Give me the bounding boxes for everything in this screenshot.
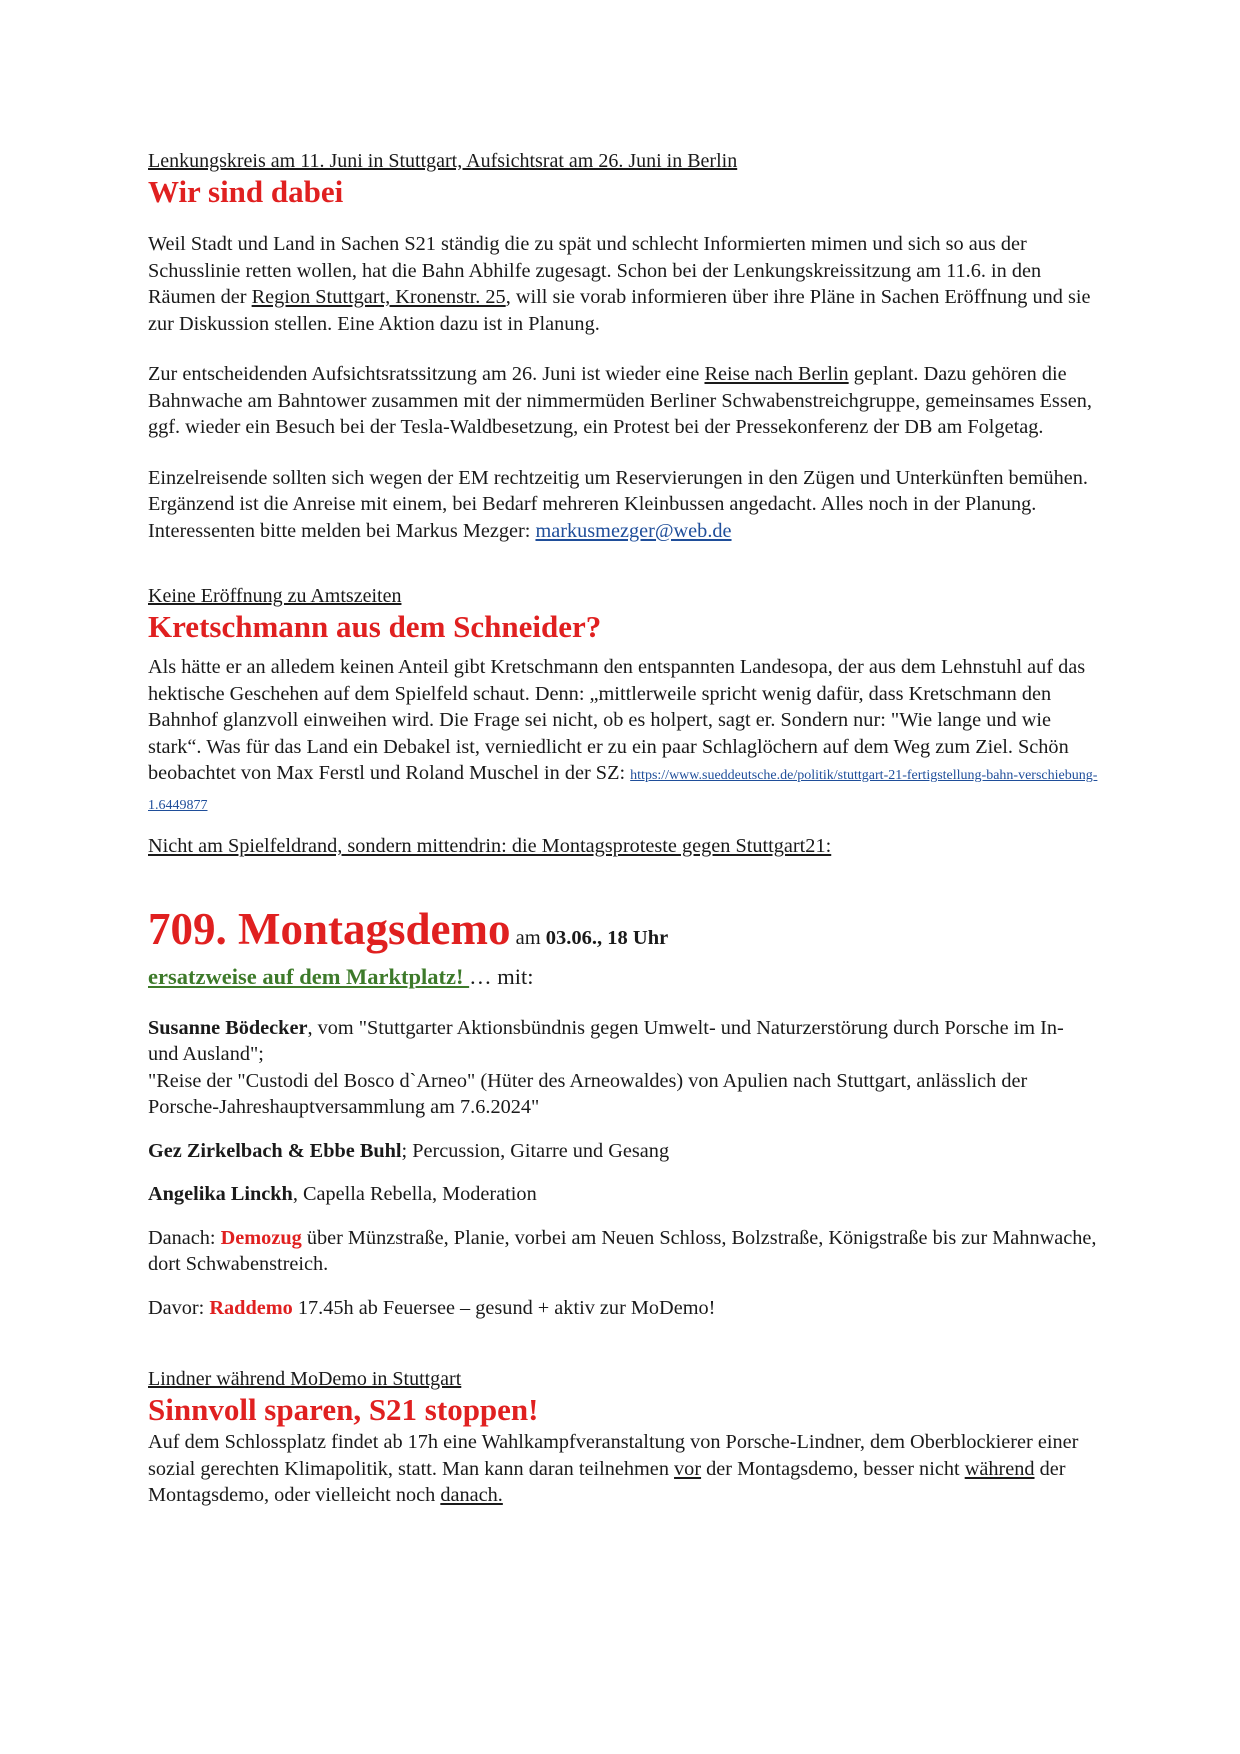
paragraph <box>148 518 1098 545</box>
text: Interessenten bitte melden bei Markus Mezger: <box>148 519 536 542</box>
document-page <box>148 149 1098 1509</box>
section-wir-sind-dabei <box>148 149 1098 544</box>
text: am <box>510 926 546 949</box>
region-link[interactable]: Region Stuttgart, Kronenstr. 25 <box>251 286 506 308</box>
raddemo-label: Raddemo <box>209 1296 293 1319</box>
section-headline: Kretschmann aus dem Schneider? <box>148 609 602 644</box>
paragraph <box>148 1429 1098 1509</box>
email-link[interactable]: markusmezger@web.de <box>535 519 732 542</box>
sz-article-link[interactable]: https://www.sueddeutsche.de/politik/stuttgart-21-fertigstellung-bahn-verschiebung-1.6449877 <box>148 768 1098 813</box>
text: der Montagsdemo, besser nicht <box>701 1457 965 1480</box>
section-kicker: Keine Eröffnung zu Amtszeiten <box>148 585 402 607</box>
demo-location-line <box>148 963 1098 991</box>
waehrend-emphasis: während <box>964 1457 1035 1480</box>
danach-emphasis: danach. <box>440 1484 503 1506</box>
demo-date: 03.06., 18 Uhr <box>545 926 669 949</box>
text: "Reise der "Custodi del Bosco d`Arneo" (Hüter des Arneowaldes) von Apulien nach Stuttgart, anlässlich der Porsche-Jahreshauptversammlung am 7.6.2024" <box>148 1069 1028 1118</box>
paragraph <box>148 1295 1098 1322</box>
section-kretschmann <box>148 584 1098 860</box>
text: Auf dem Schlossplatz findet ab 17h eine Wahlkampfveranstaltung von Porsche-Lindner, dem Oberblockierer einer sozial gerechten Klimapolitik, statt. Man kann daran teilnehmen <box>148 1431 1079 1480</box>
demo-location: ersatzweise auf dem Marktplatz! <box>148 963 470 989</box>
paragraph <box>148 654 1098 819</box>
section-montagsdemo <box>148 902 1098 1322</box>
paragraph: Einzelreisende sollten sich wegen der EM rechtzeitig um Reservierungen in den Zügen und Unterkünften bemühen. Ergänzend ist die Anreise mit einem, bei Bedarf mehreren Kleinbussen angedacht. Alles noch in der Planung. <box>148 466 1088 515</box>
section-kicker: Lenkungskreis am 11. Juni in Stuttgart, Aufsichtsrat am 26. Juni in Berlin <box>148 150 738 172</box>
speaker-name: Susanne Bödecker <box>148 1016 308 1039</box>
berlin-trip-link[interactable]: Reise nach Berlin <box>704 363 849 385</box>
paragraph <box>148 1015 1098 1121</box>
text: , vom "Stuttgarter Aktionsbündnis gegen Umwelt- und Naturzerstörung durch Porsche im In- und Ausland"; <box>148 1016 1064 1065</box>
demo-title-line <box>148 902 1098 967</box>
demo-title: 709. Montagsdemo <box>148 903 511 954</box>
vor-emphasis: vor <box>674 1457 702 1480</box>
text: ; Percussion, Gitarre und Gesang <box>401 1139 670 1162</box>
text: … mit: <box>469 963 534 989</box>
text: , Capella Rebella, Moderation <box>292 1183 537 1205</box>
text: Davor: <box>148 1296 210 1319</box>
section-sinnvoll-sparen <box>148 1367 1098 1509</box>
section-headline: Sinnvoll sparen, S21 stoppen! <box>148 1392 539 1427</box>
text: über Münzstraße, Planie, vorbei am Neuen Schloss, Bolzstraße, Königstraße bis zur Mahnwache, dort Schwabenstreich. <box>148 1226 1097 1275</box>
speaker-name: Gez Zirkelbach & Ebbe Buhl <box>148 1139 402 1162</box>
section-headline: Wir sind dabei <box>148 174 344 209</box>
paragraph <box>148 1225 1098 1278</box>
text: Als hätte er an alledem keinen Anteil gibt Kretschmann den entspannten Landesopa, der aus dem Lehnstuhl auf das hektische Geschehen auf dem Spielfeld schaut. Denn: „mittlerweile spricht wenig dafür, dass Kretschmann den Bahnhof glanzvoll einweihen wird. Die Frage sei nicht, ob es holpert, sagt er. Sondern nur: "Wie lange und wie stark“. Was für das Land ein Debakel ist, verniedlicht er zu ein paar Schlaglöchern auf dem Weg zum Ziel. Schön beobachtet von Max Ferstl und Roland Muschel in der SZ: <box>148 656 1086 784</box>
text: , will sie vorab informieren über ihre Pläne in Sachen Eröffnung und sie zur Diskussion stellen. Eine Aktion dazu ist in Planung. <box>148 286 1091 335</box>
text: geplant. Dazu gehören die Bahnwache am Bahntower zusammen mit der nimmermüden Berliner Schwabenstreichgruppe, gemeinsames Essen, ggf. wieder ein Besuch bei der Tesla-Waldbesetzung, ein Protest bei der Pressekonferenz der DB am Folgetag. <box>148 363 1092 438</box>
paragraph <box>148 1181 1098 1208</box>
text: der Montagsdemo, oder vielleicht noch <box>148 1457 1066 1506</box>
paragraph: Nicht am Spielfeldrand, sondern mittendrin: die Montagsproteste gegen Stuttgart21: <box>148 835 832 857</box>
speaker-name: Angelika Linckh <box>148 1183 293 1205</box>
text: Zur entscheidenden Aufsichtsratssitzung am 26. Juni ist wieder eine <box>148 363 705 385</box>
paragraph <box>148 361 1098 441</box>
text: 17.45h ab Feuersee – gesund + aktiv zur MoDemo! <box>292 1296 716 1319</box>
text: Weil Stadt und Land in Sachen S21 ständig die zu spät und schlecht Informierten mimen und sich so aus der Schusslinie retten wollen, hat die Bahn Abhilfe zugesagt. Schon bei der Lenkungskreissitzung am 11.6. in den Räumen der <box>148 233 1042 308</box>
paragraph <box>148 1138 1098 1165</box>
text: Danach: <box>148 1226 221 1249</box>
section-kicker: Lindner während MoDemo in Stuttgart <box>148 1368 462 1390</box>
paragraph <box>148 231 1098 337</box>
demozug-label: Demozug <box>220 1226 302 1249</box>
